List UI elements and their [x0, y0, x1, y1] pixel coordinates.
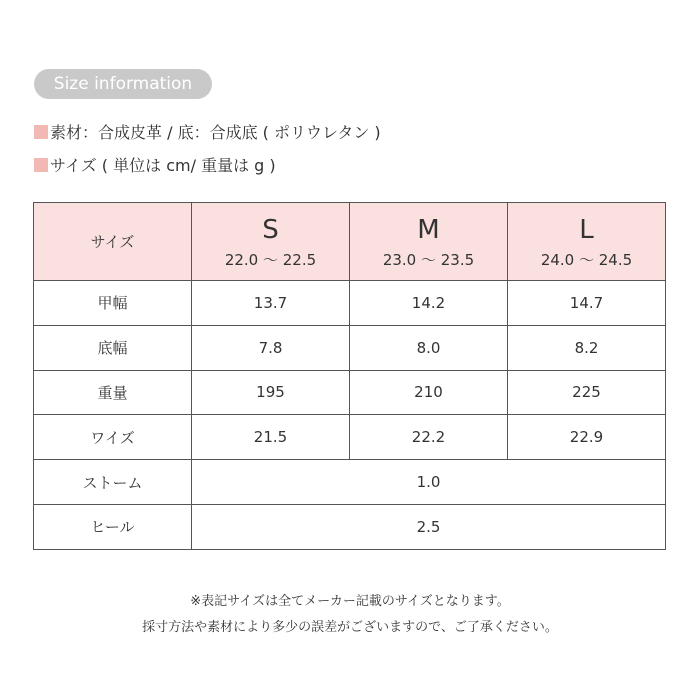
row-label: 甲幅 [34, 281, 192, 326]
size-range: 23.0 〜 23.5 [382, 250, 475, 269]
table-cell: 14.2 [350, 281, 508, 326]
table-row [34, 415, 666, 460]
note-line: 採寸方法や素材により多少の誤差がございますので、ご了承ください。 [142, 620, 558, 635]
size-letter: M [417, 214, 440, 245]
header-size-label: サイズ [34, 203, 192, 281]
table-row [34, 504, 666, 549]
table-row [34, 460, 666, 505]
size-m-header [350, 203, 508, 281]
row-label: 底幅 [34, 325, 192, 370]
table-cell: 21.5 [192, 415, 350, 460]
table-cell: 2.5 [192, 504, 666, 549]
table-row [34, 370, 666, 415]
size-letter: L [579, 214, 594, 245]
table-cell: 13.7 [192, 281, 350, 326]
row-label: ワイズ [34, 415, 192, 460]
size-range: 24.0 〜 24.5 [540, 250, 633, 269]
size-table [33, 202, 666, 550]
units-line [34, 153, 276, 176]
table-header-row [34, 203, 666, 281]
table-cell: 210 [350, 370, 508, 415]
size-information-badge: Size information [34, 69, 212, 99]
size-range: 22.0 〜 22.5 [224, 250, 317, 269]
table-row [34, 281, 666, 326]
table-cell: 225 [508, 370, 666, 415]
table-cell: 1.0 [192, 460, 666, 505]
table-cell: 8.0 [350, 325, 508, 370]
units-text: サイズ ( 単位は cm/ 重量は g ) [50, 156, 276, 175]
note-line: ※表記サイズは全てメーカー記載のサイズとなります。 [190, 594, 510, 609]
table-cell: 22.2 [350, 415, 508, 460]
table-cell: 14.7 [508, 281, 666, 326]
row-label: 重量 [34, 370, 192, 415]
size-letter: S [262, 214, 279, 245]
material-text: 素材：合成皮革 / 底：合成底 ( ポリウレタン ) [50, 123, 381, 142]
bullet-square-icon [34, 158, 48, 172]
table-cell: 8.2 [508, 325, 666, 370]
table-cell: 22.9 [508, 415, 666, 460]
material-line [34, 120, 381, 143]
row-label: ヒール [34, 504, 192, 549]
size-s-header [192, 203, 350, 281]
row-label: ストーム [34, 460, 192, 505]
table-cell: 195 [192, 370, 350, 415]
table-cell: 7.8 [192, 325, 350, 370]
size-l-header [508, 203, 666, 281]
table-row [34, 325, 666, 370]
bullet-square-icon [34, 125, 48, 139]
